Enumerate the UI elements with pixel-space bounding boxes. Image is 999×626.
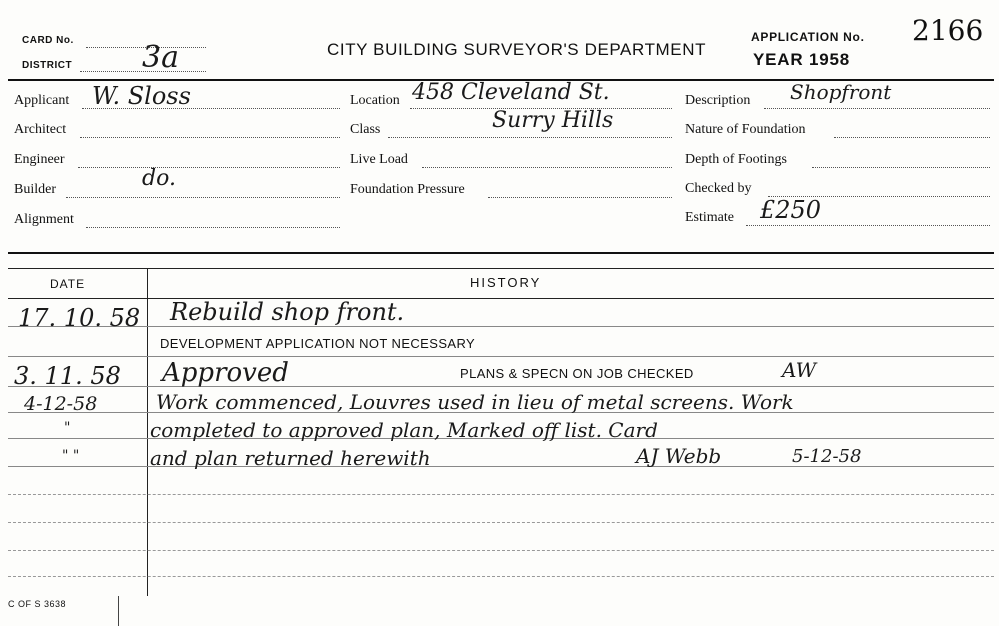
nature-of-foundation-label: Nature of Foundation	[685, 122, 806, 137]
live-load-line	[422, 167, 672, 168]
history-row-1-date: 17. 10. 58	[18, 304, 141, 332]
live-load-label: Live Load	[350, 152, 408, 167]
estimate-label: Estimate	[685, 210, 734, 225]
history-column-header: HISTORY	[470, 275, 542, 290]
architect-line	[80, 137, 340, 138]
description-line	[764, 108, 990, 109]
foundation-pressure-line	[488, 197, 672, 198]
history-row-4-date: 4-12-58	[24, 393, 98, 415]
history-row-6-signature-date: 5-12-58	[792, 446, 862, 467]
history-header-underline	[8, 298, 994, 299]
builder-value: do.	[142, 166, 176, 191]
history-row-3-date: 3. 11. 58	[14, 362, 121, 390]
history-row-6-text: and plan returned herewith	[150, 446, 431, 470]
builder-label: Builder	[14, 182, 56, 197]
history-row-6-date: " "	[62, 448, 80, 464]
class-label: Class	[350, 122, 381, 137]
rule-1	[8, 326, 994, 327]
location-value: 458 Cleveland St.	[412, 80, 610, 105]
department-title: CITY BUILDING SURVEYOR'S DEPARTMENT	[327, 40, 707, 59]
checked-by-label: Checked by	[685, 181, 752, 196]
alignment-line	[86, 227, 340, 228]
foundation-pressure-label: Foundation Pressure	[350, 182, 465, 197]
rule-9	[8, 550, 994, 551]
date-column-separator	[147, 268, 148, 596]
rule-10	[8, 576, 994, 577]
engineer-label: Engineer	[14, 152, 65, 167]
depth-of-footings-line	[812, 167, 990, 168]
district-label: DISTRICT	[22, 60, 73, 71]
location-label: Location	[350, 93, 400, 108]
history-row-5-text: completed to approved plan, Marked off list. Card	[150, 418, 658, 442]
footer-separator	[118, 596, 119, 626]
class-line	[388, 137, 672, 138]
rule-8	[8, 522, 994, 523]
application-no-value: 2166	[912, 14, 984, 47]
architect-label: Architect	[14, 122, 67, 137]
alignment-label: Alignment	[14, 212, 74, 227]
history-row-3-text: Approved	[162, 358, 289, 388]
history-row-5-date: "	[64, 420, 71, 436]
depth-of-footings-label: Depth of Footings	[685, 152, 787, 167]
card-no-label: CARD No.	[22, 35, 74, 46]
history-row-3-initials: AW	[782, 358, 817, 382]
history-row-4-text: Work commenced, Louvres used in lieu of metal screens. Work	[156, 390, 794, 414]
applicant-label: Applicant	[14, 93, 70, 108]
class-value: Surry Hills	[492, 108, 614, 133]
description-value: Shopfront	[790, 80, 892, 104]
application-no-label: APPLICATION No.	[751, 30, 865, 44]
year-label: YEAR 1958	[753, 50, 850, 69]
district-value: 3a	[142, 40, 179, 75]
rule-3	[8, 386, 994, 387]
history-row-1-text: Rebuild shop front.	[170, 298, 405, 326]
estimate-value: £250	[760, 196, 822, 224]
estimate-line	[746, 225, 990, 226]
rule-7	[8, 494, 994, 495]
form-number: C OF S 3638	[8, 599, 67, 609]
engineer-line	[78, 167, 340, 168]
rule-2	[8, 356, 994, 357]
builder-line	[66, 197, 340, 198]
history-row-3-stamp: PLANS & SPECN ON JOB CHECKED	[460, 366, 694, 381]
date-column-header: DATE	[50, 277, 86, 291]
history-top-border	[8, 268, 994, 269]
box-bottom-border	[8, 252, 994, 254]
applicant-value: W. Sloss	[92, 82, 191, 110]
history-row-2-stamp: DEVELOPMENT APPLICATION NOT NECESSARY	[160, 336, 476, 351]
history-row-6-signature: AJ Webb	[636, 444, 722, 468]
nature-of-foundation-line	[834, 137, 990, 138]
description-label: Description	[685, 93, 751, 108]
